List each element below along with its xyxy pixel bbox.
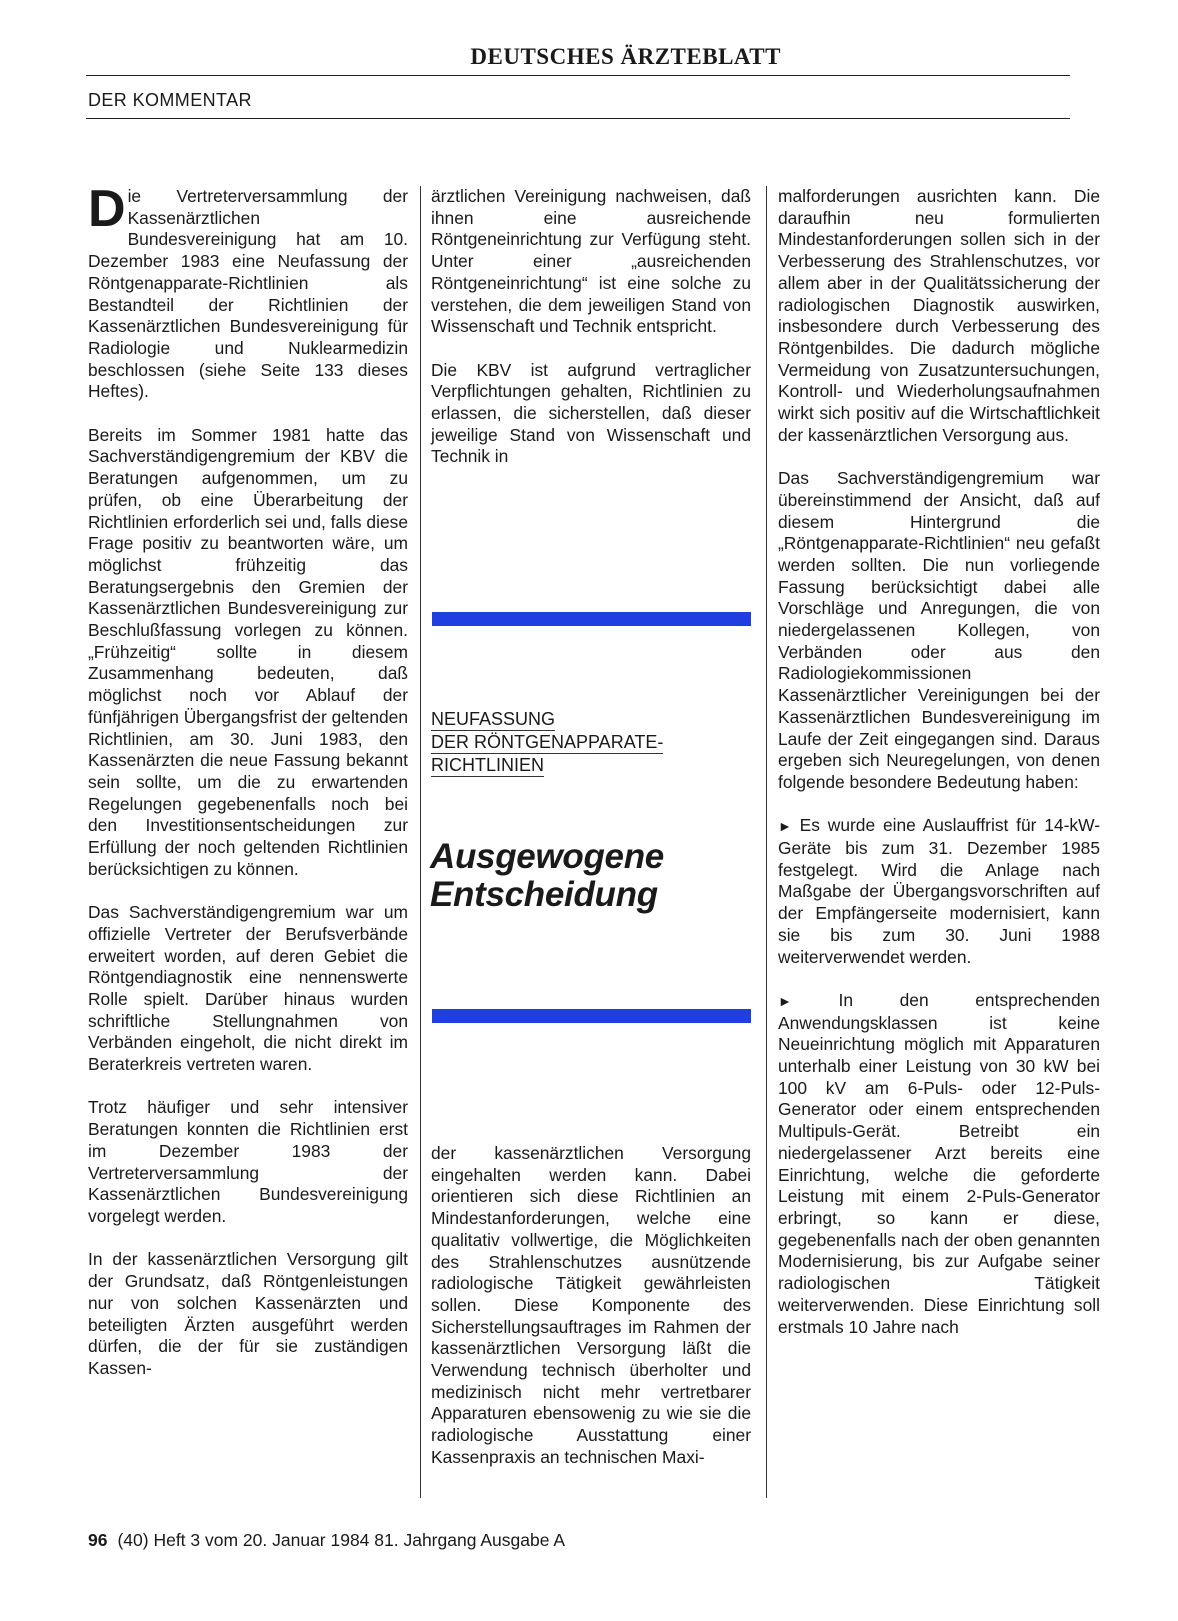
page-number: 96: [88, 1530, 108, 1550]
kicker-line-2: DER RÖNTGENAPPARATE-: [431, 732, 664, 752]
page-footer: [88, 1530, 565, 1551]
article-column-2: [431, 186, 751, 490]
paragraph-10: Das Sachverständigengremium war übereinstimmend der Ansicht, daß auf diesem Hintergrund die „Röntgenapparate-Richtlinien“ neu gefaßt werden sollten. Die nun vorliegende Fassung berücksichtigt dabei alle Vorschläge und Anregungen, die von niedergelassenen Kollegen, von Verbänden oder aus den Radiologiekommissionen Kassenärztlicher Vereinigungen bei der Kassenärztlichen Bundesvereinigung im Laufe der Zeit eingegangen sind. Daraus ergeben sich Neuregelungen, von denen folgende besondere Bedeutung haben:: [778, 468, 1100, 792]
headline-line-1: Ausgewogene: [430, 837, 664, 876]
drop-cap: D: [88, 180, 126, 238]
masthead-rule: [86, 75, 1070, 76]
paragraph-8: der kassenärztlichen Versorgung eingehalten werden kann. Dabei orientieren sich diese Richtlinien an Mindestanforderungen, welche eine qualitativ vollwertige, die Möglichkeiten des Strahlenschutzes ausnützende radiologische Tätigkeit gewährleisten sollen. Diese Komponente des Sicherstellungsauftrages im Rahmen der kassenärztlichen Versorgung läßt die Verwendung technisch überholter und medizinisch nicht mehr vertretbarer Apparaturen ebensowenig zu wie sie die radiologische Ausstattung einer Kassenpraxis an technischen Maxi-: [431, 1143, 751, 1467]
journal-title: DEUTSCHES ÄRZTEBLATT: [470, 44, 781, 69]
paragraph-2: Bereits im Sommer 1981 hatte das Sachverständigengremium der KBV die Beratungen aufgenommen, um zu prüfen, ob eine Überarbeitung der Richtlinien erforderlich sei und, falls diese Frage positiv zu beantworten wäre, um möglichst frühzeitig das Beratungsergebnis den Gremien der Kassenärztlichen Bundesvereinigung zur Beschlußfassung vorlegen zu können. „Frühzeitig“ sollte in diesem Zusammenhang bedeuten, daß möglichst noch vor Ablauf der fünfjährigen Übergangsfrist der geltenden Richtlinien, am 30. Juni 1983, den Kassenärzten die neue Fassung bekannt sein sollte, um die zu erwartenden Regelungen gegebenenfalls noch bei den Investitionsentscheidungen zur Erfüllung der noch geltenden Richtlinien berücksichtigen zu können.: [88, 424, 409, 879]
paragraph-6: ärztlichen Vereinigung nachweisen, daß ihnen eine ausreichende Röntgeneinrichtung zur Verfügung steht. Unter einer „ausreichenden Röntgeneinrichtung“ ist eine solche zu verstehen, die dem jeweiligen Stand von Wissenschaft und Technik entspricht.: [431, 186, 751, 337]
bullet-item-1: ► Es wurde eine Auslauffrist für 14-kW-Geräte bis zum 31. Dezember 1985 festgelegt. Wird die Anlage nach Maßgabe der Übergangsvorschriften auf der Empfängerseite modernisiert, kann sie bis zum 30. Juni 1988 weiterverwendet werden.: [778, 815, 1100, 967]
paragraph-4: Trotz häufiger und sehr intensiver Beratungen konnten die Richtlinien erst im Dezember 1983 der Vertreterversammlung der Kassenärztlichen Bundesvereinigung vorgelegt werden.: [88, 1097, 408, 1226]
kicker-line-1: NEUFASSUNG: [431, 709, 556, 729]
triangle-bullet-icon: ►: [778, 818, 792, 835]
column-divider-2: [766, 186, 767, 1498]
masthead: [86, 44, 1070, 70]
article-headline: [430, 838, 664, 914]
article-column-1: [88, 180, 409, 1401]
paragraph-7: Die KBV ist aufgrund vertraglicher Verpflichtungen gehalten, Richtlinien zu erlassen, die sicherstellen, daß dieser jeweilige Stand von Wissenschaft und Technik in: [431, 359, 751, 467]
section-label: DER KOMMENTAR: [88, 90, 252, 110]
bullet-item-2: ► In den entsprechenden Anwendungsklassen ist keine Neueinrichtung möglich mit Apparaturen unterhalb einer Leistung von 30 kW bei 100 kV am 6-Puls- oder 12-Puls-Generator oder einem entsprechenden Multipuls-Gerät. Betreibt ein niedergelassener Arzt bereits eine Einrichtung, welche die geforderte Leistung mit einem 2-Puls-Generator erbringt, so kann er diese, gegebenenfalls nach der oben genannten Modernisierung, bis zur Aufgabe seiner radiologischen Tätigkeit weiterverwenden. Diese Einrichtung soll erstmals 10 Jahre nach: [778, 989, 1100, 1337]
paragraph-3: Das Sachverständigengremium war um offizielle Vertreter der Berufsverbände erweitert worden, auf deren Gebiet die Röntgendiagnostik eine nennenswerte Rolle spielt. Darüber hinaus wurden schriftliche Stellungnahmen von Verbänden eingeholt, die nicht direkt im Beraterkreis vertreten waren.: [88, 902, 408, 1075]
column-divider-1: [420, 186, 421, 1498]
paragraph-9: malforderungen ausrichten kann. Die daraufhin neu formulierten Mindestanforderungen sollen sich in der Verbesserung des Strahlenschutzes, vor allem aber in der Qualitätssicherung der radiologischen Diagnostik auswirken, insbesondere durch Verbesserung des Röntgenbildes. Die dadurch mögliche Vermeidung von Zusatzuntersuchungen, Kontroll- und Wiederholungsaufnahmen wirkt sich positiv auf die Wirtschaftlichkeit der kassenärztlichen Versorgung aus.: [778, 186, 1100, 445]
issue-info: (40) Heft 3 vom 20. Januar 1984 81. Jahrgang Ausgabe A: [117, 1530, 565, 1550]
article-column-3: [778, 186, 1100, 1360]
article-kicker: [431, 708, 663, 777]
article-column-2-continued: [431, 1143, 751, 1469]
paragraph-1: Die Vertreterversammlung der Kassenärztlichen Bundesvereinigung hat am 10. Dezember 1983 eine Neufassung der Röntgenapparate-Richtlinien als Bestandteil der Richtlinien der Kassenärztlichen Bundesvereinigung für Radiologie und Nuklearmedizin beschlossen (siehe Seite 133 dieses Heftes).: [88, 180, 408, 402]
headline-line-2: Entscheidung: [430, 875, 658, 914]
blue-accent-bar-top: [432, 612, 751, 626]
paragraph-5: In der kassenärztlichen Versorgung gilt der Grundsatz, daß Röntgenleistungen nur von solchen Kassenärzten und beteiligten Ärzten ausgeführt werden dürfen, die der für sie zuständigen Kassen-: [88, 1249, 408, 1378]
triangle-bullet-icon: ►: [778, 992, 792, 1009]
blue-accent-bar-bottom: [432, 1009, 751, 1023]
section-rule: [86, 118, 1070, 119]
kicker-line-3: RICHTLINIEN: [431, 755, 545, 775]
